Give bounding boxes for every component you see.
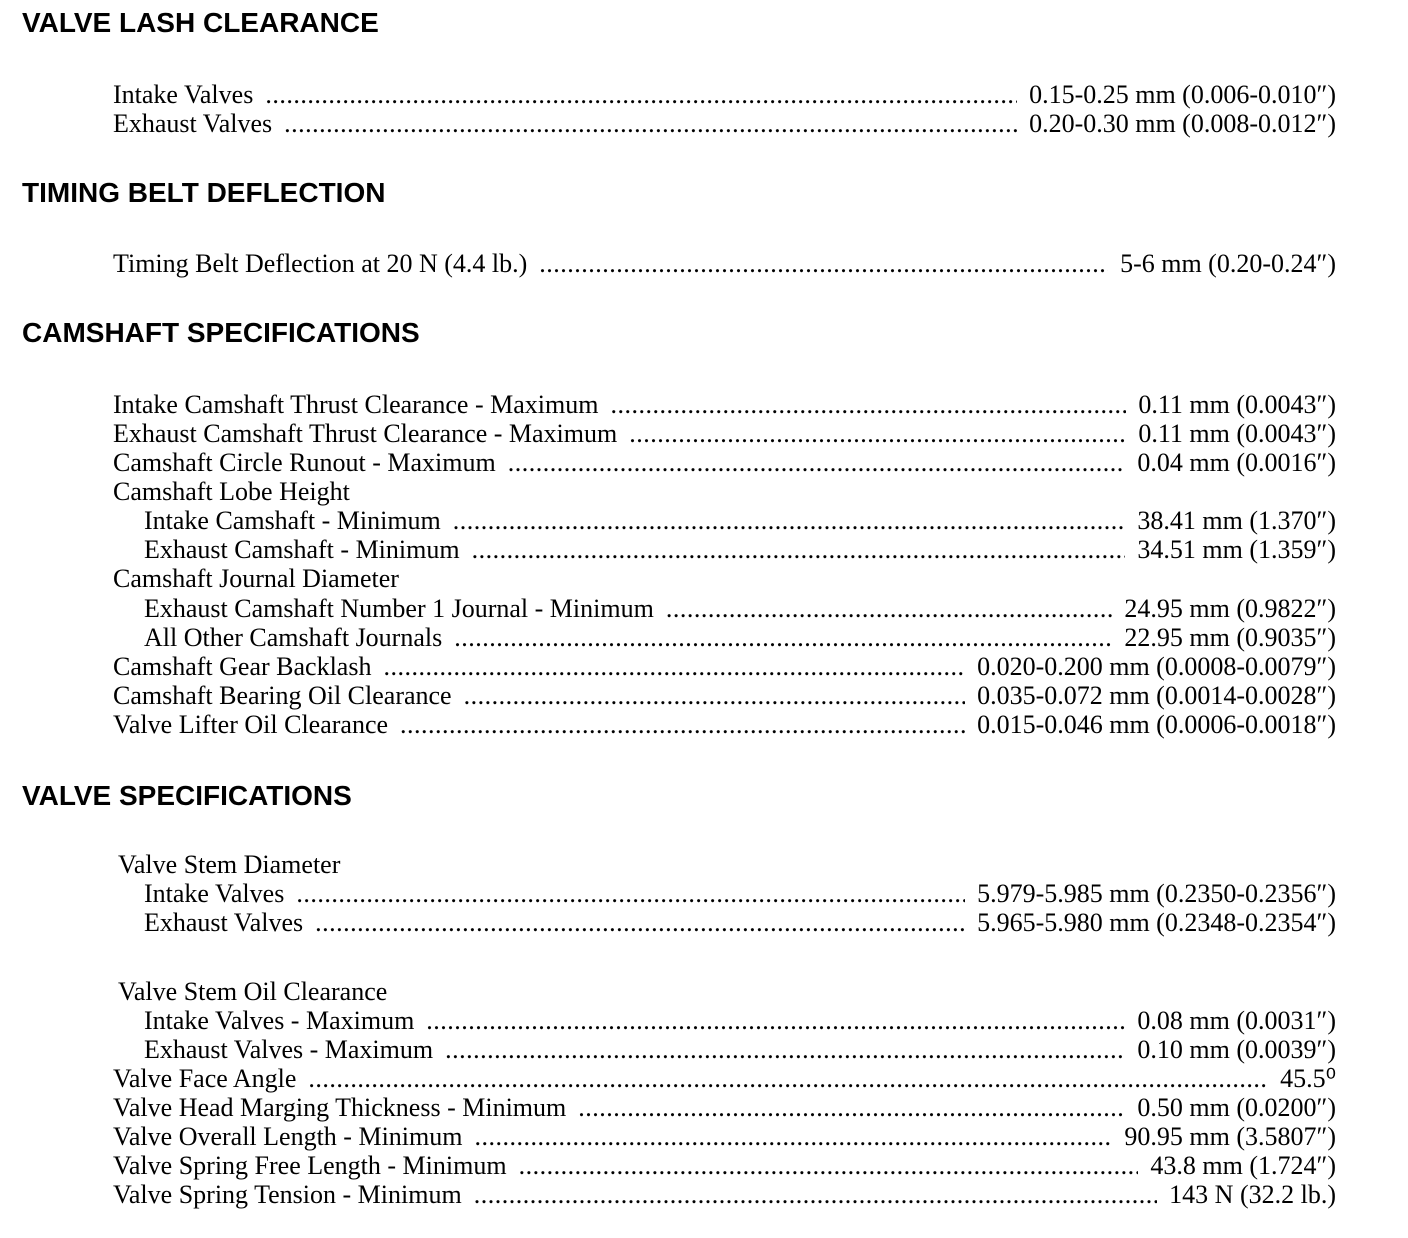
- dot-leader: [474, 1180, 1157, 1209]
- spec-label: Intake Camshaft Thrust Clearance - Maximum: [113, 390, 599, 419]
- dot-leader: [308, 1064, 1268, 1093]
- dot-leader: [508, 448, 1126, 477]
- spec-value: 5-6 mm (0.20-0.24″): [1120, 249, 1336, 278]
- section-heading-valve-lash-clearance: VALVE LASH CLEARANCE: [22, 7, 379, 38]
- spec-label: Valve Spring Tension - Minimum: [113, 1180, 462, 1209]
- spec-label: Exhaust Camshaft - Minimum: [144, 535, 460, 564]
- spec-value: 0.035-0.072 mm (0.0014-0.0028″): [977, 681, 1336, 710]
- spec-row-exhaust-valves-lash: [113, 109, 1336, 138]
- spec-row-valve-spring-tension: [113, 1180, 1336, 1209]
- spec-value: 0.20-0.30 mm (0.008-0.012″): [1029, 109, 1336, 138]
- dot-leader: [519, 1151, 1139, 1180]
- spec-group-valve-stem-oil-clearance: Valve Stem Oil Clearance: [118, 977, 388, 1006]
- spec-value: 0.10 mm (0.0039″): [1137, 1035, 1336, 1064]
- spec-group-valve-stem-diameter: Valve Stem Diameter: [118, 850, 341, 879]
- spec-value: 34.51 mm (1.359″): [1137, 535, 1336, 564]
- spec-value: 0.11 mm (0.0043″): [1138, 390, 1336, 419]
- spec-row-other-journals: [144, 623, 1336, 652]
- section-heading-camshaft-specifications: CAMSHAFT SPECIFICATIONS: [22, 317, 420, 348]
- dot-leader: [610, 390, 1126, 419]
- dot-leader: [464, 681, 965, 710]
- spec-row-exhaust-stem-oil: [144, 1035, 1336, 1064]
- dot-leader: [472, 535, 1126, 564]
- spec-label: Camshaft Bearing Oil Clearance: [113, 681, 452, 710]
- spec-label: Intake Valves: [144, 879, 285, 908]
- dot-leader: [315, 908, 965, 937]
- spec-label: Camshaft Circle Runout - Maximum: [113, 448, 496, 477]
- dot-leader: [296, 879, 965, 908]
- spec-label: All Other Camshaft Journals: [144, 623, 443, 652]
- spec-label: Exhaust Valves: [144, 908, 304, 937]
- spec-value: 24.95 mm (0.9822″): [1124, 594, 1336, 623]
- spec-label: Valve Spring Free Length - Minimum: [113, 1151, 507, 1180]
- spec-value: 0.04 mm (0.0016″): [1137, 448, 1336, 477]
- spec-label: Intake Valves - Maximum: [144, 1006, 415, 1035]
- spec-value: 5.965-5.980 mm (0.2348-0.2354″): [977, 908, 1336, 937]
- spec-row-exhaust-stem-diameter: [144, 908, 1336, 937]
- dot-leader: [284, 109, 1017, 138]
- spec-value: 143 N (32.2 lb.): [1169, 1180, 1336, 1209]
- dot-leader: [454, 623, 1112, 652]
- section-heading-valve-specifications: VALVE SPECIFICATIONS: [22, 780, 352, 811]
- spec-value: 43.8 mm (1.724″): [1150, 1151, 1336, 1180]
- spec-label: Camshaft Gear Backlash: [113, 652, 372, 681]
- spec-label: Intake Camshaft - Minimum: [144, 506, 441, 535]
- spec-value: 90.95 mm (3.5807″): [1124, 1122, 1336, 1151]
- spec-label: Exhaust Camshaft Thrust Clearance - Maximum: [113, 419, 618, 448]
- spec-row-valve-spring-free-length: [113, 1151, 1336, 1180]
- dot-leader: [265, 80, 1017, 109]
- spec-row-valve-lifter-oil: [113, 710, 1336, 739]
- dot-leader: [539, 249, 1108, 278]
- spec-row-intake-camshaft-thrust: [113, 390, 1336, 419]
- spec-group-camshaft-journal-diameter: Camshaft Journal Diameter: [113, 564, 399, 593]
- dot-leader: [666, 594, 1113, 623]
- spec-label: Intake Valves: [113, 80, 254, 109]
- spec-row-valve-head-margin: [113, 1093, 1336, 1122]
- dot-leader: [578, 1093, 1125, 1122]
- spec-label: Exhaust Valves - Maximum: [144, 1035, 434, 1064]
- spec-value: 22.95 mm (0.9035″): [1124, 623, 1336, 652]
- dot-leader: [400, 710, 965, 739]
- dot-leader: [426, 1006, 1125, 1035]
- dot-leader: [445, 1035, 1125, 1064]
- section-heading-timing-belt-deflection: TIMING BELT DEFLECTION: [22, 177, 386, 208]
- spec-row-valve-face-angle: [113, 1064, 1336, 1093]
- spec-row-exhaust-camshaft-thrust: [113, 419, 1336, 448]
- spec-row-exhaust-camshaft-lobe: [144, 535, 1336, 564]
- spec-label: Valve Head Marging Thickness - Minimum: [113, 1093, 567, 1122]
- spec-label: Valve Face Angle: [113, 1064, 297, 1093]
- spec-label: Exhaust Camshaft Number 1 Journal - Minimum: [144, 594, 654, 623]
- dot-leader: [453, 506, 1126, 535]
- spec-row-camshaft-gear-backlash: [113, 652, 1336, 681]
- spec-row-camshaft-bearing-oil: [113, 681, 1336, 710]
- spec-group-camshaft-lobe-height: Camshaft Lobe Height: [113, 477, 350, 506]
- spec-label: Exhaust Valves: [113, 109, 273, 138]
- spec-label: Valve Overall Length - Minimum: [113, 1122, 463, 1151]
- dot-leader: [629, 419, 1126, 448]
- spec-row-intake-stem-oil: [144, 1006, 1336, 1035]
- spec-row-camshaft-circle-runout: [113, 448, 1336, 477]
- spec-value: 0.015-0.046 mm (0.0006-0.0018″): [977, 710, 1336, 739]
- spec-label: Valve Lifter Oil Clearance: [113, 710, 389, 739]
- spec-row-intake-stem-diameter: [144, 879, 1336, 908]
- spec-row-valve-overall-length: [113, 1122, 1336, 1151]
- spec-value: 0.08 mm (0.0031″): [1137, 1006, 1336, 1035]
- spec-value: 0.15-0.25 mm (0.006-0.010″): [1029, 80, 1336, 109]
- spec-row-exhaust-journal-1: [144, 594, 1336, 623]
- spec-value: 0.50 mm (0.0200″): [1137, 1093, 1336, 1122]
- spec-value: 45.5⁰: [1280, 1064, 1336, 1093]
- spec-row-intake-camshaft-lobe: [144, 506, 1336, 535]
- dot-leader: [383, 652, 965, 681]
- spec-row-intake-valves-lash: [113, 80, 1336, 109]
- spec-label: Timing Belt Deflection at 20 N (4.4 lb.): [113, 249, 528, 278]
- spec-value: 0.020-0.200 mm (0.0008-0.0079″): [977, 652, 1336, 681]
- dot-leader: [474, 1122, 1112, 1151]
- spec-value: 38.41 mm (1.370″): [1137, 506, 1336, 535]
- spec-value: 5.979-5.985 mm (0.2350-0.2356″): [977, 879, 1336, 908]
- spec-row-timing-belt-deflection: [113, 249, 1336, 278]
- spec-value: 0.11 mm (0.0043″): [1138, 419, 1336, 448]
